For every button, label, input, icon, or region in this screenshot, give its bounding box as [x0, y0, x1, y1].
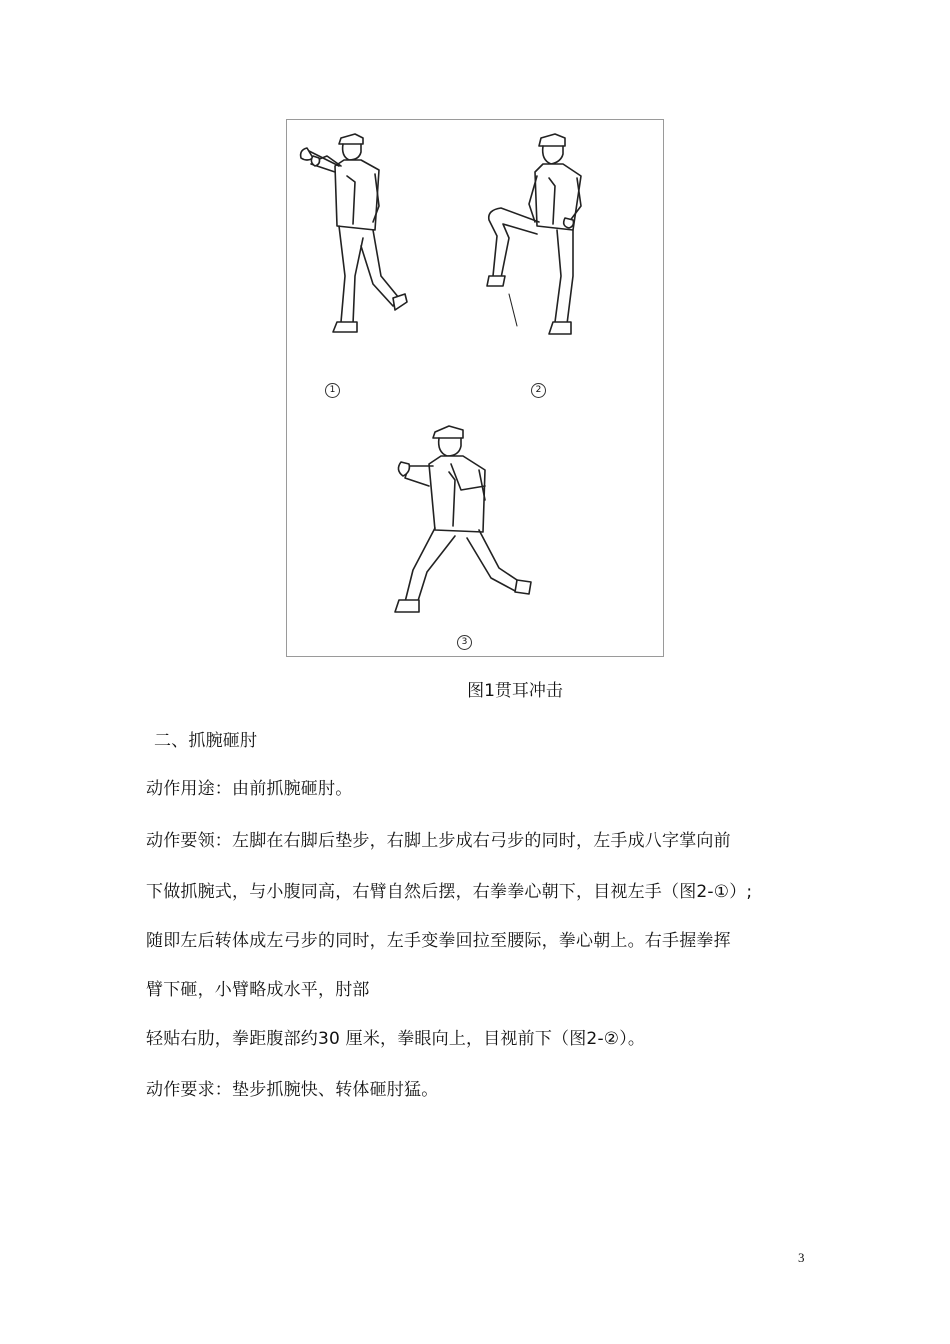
figure-panel-2: [477, 126, 607, 356]
page-number: 3: [798, 1250, 805, 1265]
soldier-guard-stance-illustration: [289, 126, 409, 346]
essentials-line-3: 随即左后转体成左弓步的同时，左手变拳回拉至腰际，拳心朝上。右手握拳挥: [146, 931, 731, 951]
section-heading: 二、抓腕砸肘: [154, 731, 258, 751]
figure-caption: 图1贯耳冲击: [467, 681, 563, 701]
essentials-line-1: 动作要领：左脚在右脚后垫步，右脚上步成右弓步的同时，左手成八字掌向前: [146, 831, 731, 851]
essentials-line-4: 臂下砸，小臂略成水平，肘部: [146, 980, 370, 1000]
figure-frame: [286, 119, 664, 657]
soldier-knee-raise-illustration: [477, 126, 607, 356]
panel-marker-2: 2: [531, 383, 546, 398]
essentials-line-5: 轻贴右肋，拳距腹部约30 厘米，拳眼向上，目视前下（图2-②）。: [146, 1029, 646, 1049]
figure-panel-3: [389, 420, 549, 630]
panel-marker-1: 1: [325, 383, 340, 398]
figure-panel-1: [289, 126, 409, 346]
panel-marker-3: 3: [457, 635, 472, 650]
soldier-bow-stance-illustration: [389, 420, 549, 630]
usage-paragraph: 动作用途：由前抓腕砸肘。: [146, 779, 353, 799]
requirements-paragraph: 动作要求：垫步抓腕快、转体砸肘猛。: [146, 1080, 439, 1100]
essentials-line-2: 下做抓腕式，与小腹同高，右臂自然后摆，右拳拳心朝下，目视左手（图2-①）;: [146, 882, 753, 902]
